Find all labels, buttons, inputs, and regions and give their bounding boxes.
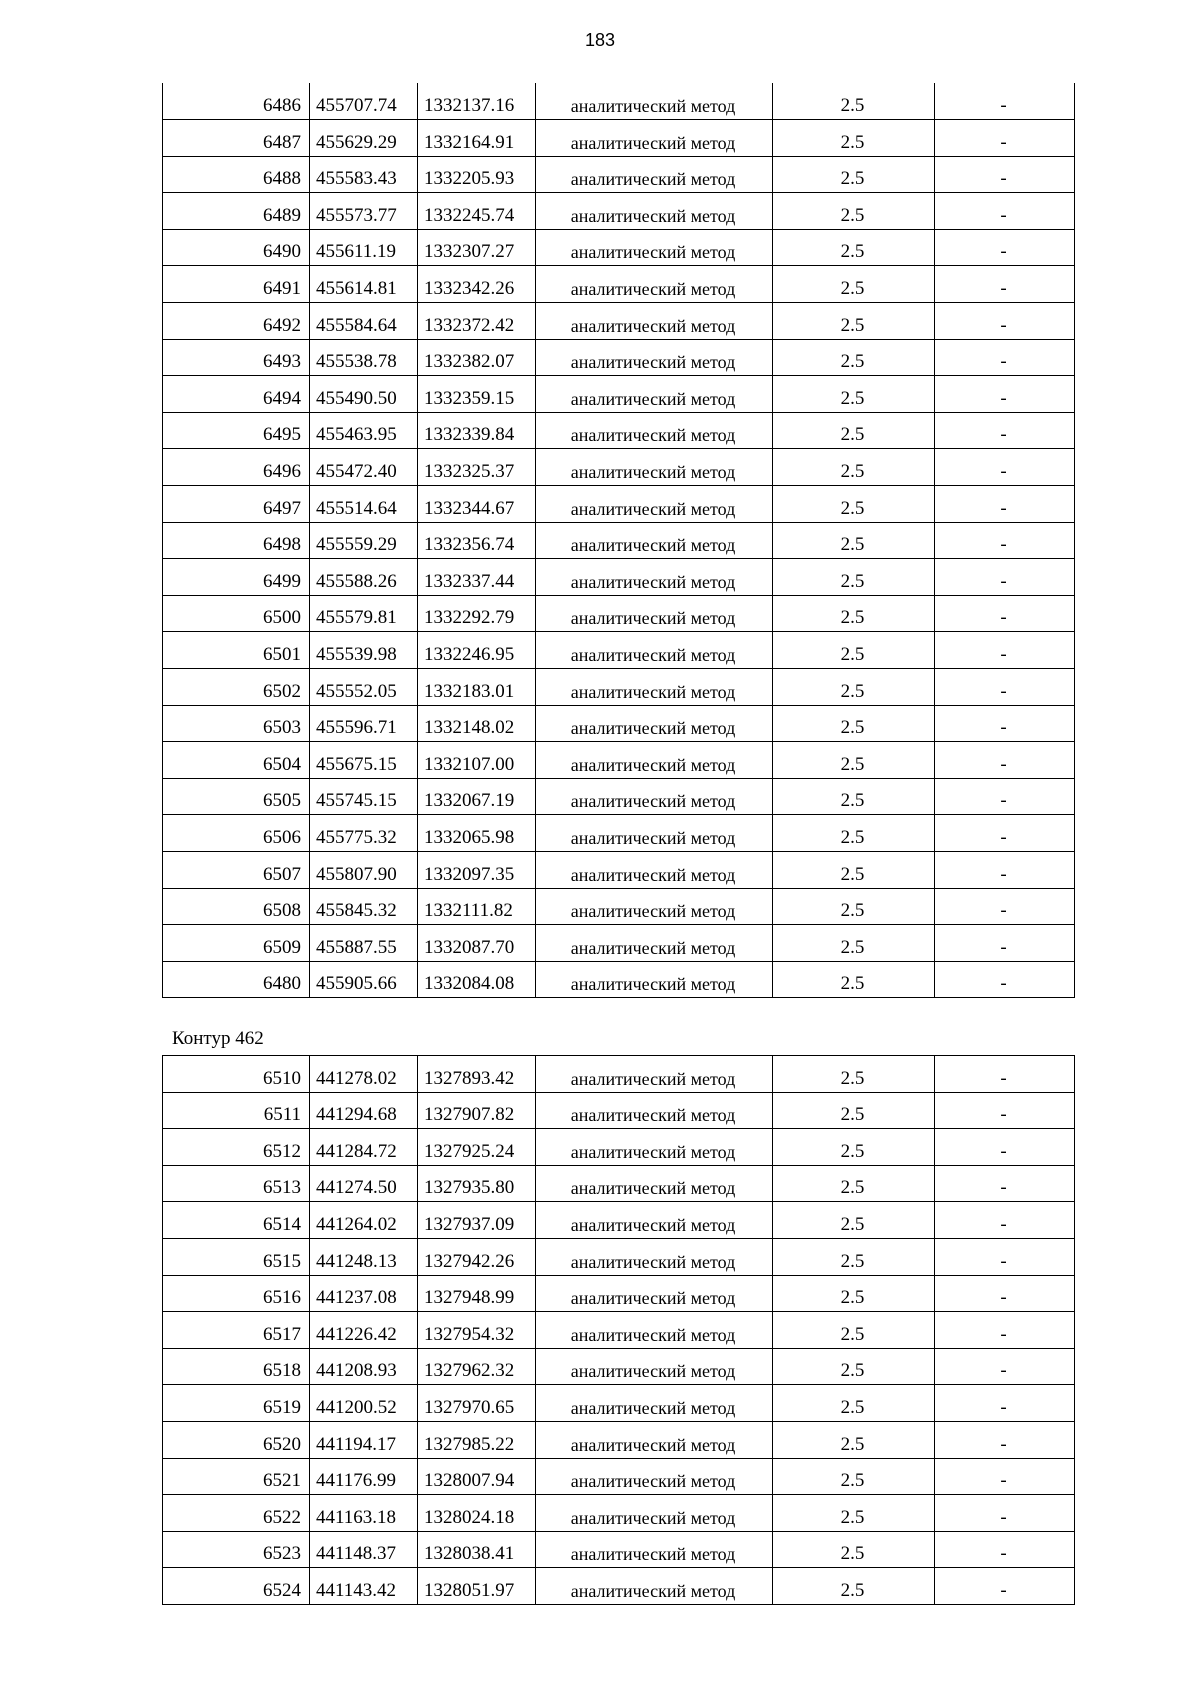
point-number-cell: 6492 bbox=[163, 303, 310, 340]
accuracy-cell: 2.5 bbox=[773, 1458, 935, 1495]
y-coordinate-cell: 1332183.01 bbox=[418, 669, 536, 706]
table-row bbox=[163, 1531, 1075, 1568]
table-row bbox=[163, 632, 1075, 669]
point-number-cell: 6497 bbox=[163, 486, 310, 523]
table-row bbox=[163, 486, 1075, 523]
method-cell: аналитический метод bbox=[536, 193, 773, 230]
note-cell: - bbox=[935, 1129, 1075, 1166]
y-coordinate-cell: 1328051.97 bbox=[418, 1568, 536, 1605]
accuracy-cell: 2.5 bbox=[773, 888, 935, 925]
table-row bbox=[163, 1568, 1075, 1605]
note-cell: - bbox=[935, 1275, 1075, 1312]
note-cell: - bbox=[935, 888, 1075, 925]
y-coordinate-cell: 1332342.26 bbox=[418, 266, 536, 303]
note-cell: - bbox=[935, 815, 1075, 852]
table-row bbox=[163, 1238, 1075, 1275]
table-row bbox=[163, 412, 1075, 449]
accuracy-cell: 2.5 bbox=[773, 1568, 935, 1605]
accuracy-cell: 2.5 bbox=[773, 559, 935, 596]
accuracy-cell: 2.5 bbox=[773, 156, 935, 193]
x-coordinate-cell: 441274.50 bbox=[310, 1165, 418, 1202]
method-cell: аналитический метод bbox=[536, 1238, 773, 1275]
point-number-cell: 6498 bbox=[163, 522, 310, 559]
method-cell: аналитический метод bbox=[536, 1531, 773, 1568]
note-cell: - bbox=[935, 1495, 1075, 1532]
x-coordinate-cell: 455583.43 bbox=[310, 156, 418, 193]
table-row bbox=[163, 595, 1075, 632]
point-number-cell: 6511 bbox=[163, 1092, 310, 1129]
point-number-cell: 6507 bbox=[163, 851, 310, 888]
accuracy-cell: 2.5 bbox=[773, 193, 935, 230]
method-cell: аналитический метод bbox=[536, 120, 773, 157]
point-number-cell: 6480 bbox=[163, 961, 310, 998]
x-coordinate-cell: 455905.66 bbox=[310, 961, 418, 998]
accuracy-cell: 2.5 bbox=[773, 376, 935, 413]
method-cell: аналитический метод bbox=[536, 1495, 773, 1532]
table-row bbox=[163, 559, 1075, 596]
note-cell: - bbox=[935, 1458, 1075, 1495]
note-cell: - bbox=[935, 1531, 1075, 1568]
accuracy-cell: 2.5 bbox=[773, 1275, 935, 1312]
note-cell: - bbox=[935, 449, 1075, 486]
accuracy-cell: 2.5 bbox=[773, 412, 935, 449]
table-row bbox=[163, 522, 1075, 559]
y-coordinate-cell: 1327985.22 bbox=[418, 1421, 536, 1458]
y-coordinate-cell: 1327925.24 bbox=[418, 1129, 536, 1166]
x-coordinate-cell: 441284.72 bbox=[310, 1129, 418, 1166]
method-cell: аналитический метод bbox=[536, 1312, 773, 1349]
note-cell: - bbox=[935, 522, 1075, 559]
point-number-cell: 6518 bbox=[163, 1348, 310, 1385]
method-cell: аналитический метод bbox=[536, 376, 773, 413]
accuracy-cell: 2.5 bbox=[773, 1165, 935, 1202]
y-coordinate-cell: 1332246.95 bbox=[418, 632, 536, 669]
table-row bbox=[163, 1348, 1075, 1385]
method-cell: аналитический метод bbox=[536, 1275, 773, 1312]
table-row bbox=[163, 1202, 1075, 1239]
accuracy-cell: 2.5 bbox=[773, 1348, 935, 1385]
method-cell: аналитический метод bbox=[536, 412, 773, 449]
note-cell: - bbox=[935, 669, 1075, 706]
note-cell: - bbox=[935, 778, 1075, 815]
point-number-cell: 6502 bbox=[163, 669, 310, 706]
y-coordinate-cell: 1332339.84 bbox=[418, 412, 536, 449]
x-coordinate-cell: 441226.42 bbox=[310, 1312, 418, 1349]
x-coordinate-cell: 441194.17 bbox=[310, 1421, 418, 1458]
y-coordinate-cell: 1332097.35 bbox=[418, 851, 536, 888]
x-coordinate-cell: 441200.52 bbox=[310, 1385, 418, 1422]
method-cell: аналитический метод bbox=[536, 1458, 773, 1495]
point-number-cell: 6501 bbox=[163, 632, 310, 669]
accuracy-cell: 2.5 bbox=[773, 595, 935, 632]
note-cell: - bbox=[935, 83, 1075, 120]
contour-label: Контур 462 bbox=[172, 1028, 264, 1049]
accuracy-cell: 2.5 bbox=[773, 339, 935, 376]
note-cell: - bbox=[935, 632, 1075, 669]
accuracy-cell: 2.5 bbox=[773, 229, 935, 266]
coordinates-table-2-body bbox=[163, 1056, 1075, 1605]
note-cell: - bbox=[935, 925, 1075, 962]
table-row bbox=[163, 1495, 1075, 1532]
point-number-cell: 6506 bbox=[163, 815, 310, 852]
point-number-cell: 6524 bbox=[163, 1568, 310, 1605]
table-row bbox=[163, 266, 1075, 303]
note-cell: - bbox=[935, 559, 1075, 596]
method-cell: аналитический метод bbox=[536, 1348, 773, 1385]
point-number-cell: 6499 bbox=[163, 559, 310, 596]
y-coordinate-cell: 1332325.37 bbox=[418, 449, 536, 486]
table-row bbox=[163, 1385, 1075, 1422]
table-row bbox=[163, 229, 1075, 266]
x-coordinate-cell: 455629.29 bbox=[310, 120, 418, 157]
method-cell: аналитический метод bbox=[536, 742, 773, 779]
note-cell: - bbox=[935, 303, 1075, 340]
y-coordinate-cell: 1327935.80 bbox=[418, 1165, 536, 1202]
note-cell: - bbox=[935, 742, 1075, 779]
coordinates-table-1 bbox=[162, 83, 1075, 998]
accuracy-cell: 2.5 bbox=[773, 1129, 935, 1166]
method-cell: аналитический метод bbox=[536, 815, 773, 852]
note-cell: - bbox=[935, 1568, 1075, 1605]
method-cell: аналитический метод bbox=[536, 156, 773, 193]
point-number-cell: 6500 bbox=[163, 595, 310, 632]
note-cell: - bbox=[935, 156, 1075, 193]
note-cell: - bbox=[935, 1312, 1075, 1349]
point-number-cell: 6512 bbox=[163, 1129, 310, 1166]
point-number-cell: 6515 bbox=[163, 1238, 310, 1275]
page-number: 183 bbox=[584, 30, 616, 50]
y-coordinate-cell: 1332148.02 bbox=[418, 705, 536, 742]
x-coordinate-cell: 441278.02 bbox=[310, 1056, 418, 1093]
point-number-cell: 6488 bbox=[163, 156, 310, 193]
method-cell: аналитический метод bbox=[536, 632, 773, 669]
note-cell: - bbox=[935, 1348, 1075, 1385]
accuracy-cell: 2.5 bbox=[773, 120, 935, 157]
accuracy-cell: 2.5 bbox=[773, 486, 935, 523]
x-coordinate-cell: 441294.68 bbox=[310, 1092, 418, 1129]
x-coordinate-cell: 455490.50 bbox=[310, 376, 418, 413]
method-cell: аналитический метод bbox=[536, 1129, 773, 1166]
accuracy-cell: 2.5 bbox=[773, 632, 935, 669]
accuracy-cell: 2.5 bbox=[773, 1495, 935, 1532]
y-coordinate-cell: 1327970.65 bbox=[418, 1385, 536, 1422]
method-cell: аналитический метод bbox=[536, 266, 773, 303]
x-coordinate-cell: 441208.93 bbox=[310, 1348, 418, 1385]
coordinates-table-1-body bbox=[163, 83, 1075, 998]
table-row bbox=[163, 193, 1075, 230]
table-row bbox=[163, 1458, 1075, 1495]
x-coordinate-cell: 455775.32 bbox=[310, 815, 418, 852]
x-coordinate-cell: 455596.71 bbox=[310, 705, 418, 742]
point-number-cell: 6519 bbox=[163, 1385, 310, 1422]
y-coordinate-cell: 1328038.41 bbox=[418, 1531, 536, 1568]
method-cell: аналитический метод bbox=[536, 851, 773, 888]
x-coordinate-cell: 455584.64 bbox=[310, 303, 418, 340]
y-coordinate-cell: 1332307.27 bbox=[418, 229, 536, 266]
accuracy-cell: 2.5 bbox=[773, 925, 935, 962]
table-row bbox=[163, 83, 1075, 120]
y-coordinate-cell: 1332137.16 bbox=[418, 83, 536, 120]
x-coordinate-cell: 455845.32 bbox=[310, 888, 418, 925]
y-coordinate-cell: 1327893.42 bbox=[418, 1056, 536, 1093]
table-row bbox=[163, 303, 1075, 340]
method-cell: аналитический метод bbox=[536, 1568, 773, 1605]
y-coordinate-cell: 1332337.44 bbox=[418, 559, 536, 596]
x-coordinate-cell: 455745.15 bbox=[310, 778, 418, 815]
method-cell: аналитический метод bbox=[536, 961, 773, 998]
method-cell: аналитический метод bbox=[536, 888, 773, 925]
point-number-cell: 6505 bbox=[163, 778, 310, 815]
y-coordinate-cell: 1328024.18 bbox=[418, 1495, 536, 1532]
x-coordinate-cell: 441176.99 bbox=[310, 1458, 418, 1495]
table-row bbox=[163, 1092, 1075, 1129]
accuracy-cell: 2.5 bbox=[773, 1385, 935, 1422]
note-cell: - bbox=[935, 266, 1075, 303]
x-coordinate-cell: 441264.02 bbox=[310, 1202, 418, 1239]
y-coordinate-cell: 1332245.74 bbox=[418, 193, 536, 230]
x-coordinate-cell: 455514.64 bbox=[310, 486, 418, 523]
note-cell: - bbox=[935, 595, 1075, 632]
method-cell: аналитический метод bbox=[536, 705, 773, 742]
table-row bbox=[163, 120, 1075, 157]
x-coordinate-cell: 455552.05 bbox=[310, 669, 418, 706]
method-cell: аналитический метод bbox=[536, 669, 773, 706]
x-coordinate-cell: 455463.95 bbox=[310, 412, 418, 449]
y-coordinate-cell: 1332087.70 bbox=[418, 925, 536, 962]
y-coordinate-cell: 1332065.98 bbox=[418, 815, 536, 852]
table-row bbox=[163, 851, 1075, 888]
point-number-cell: 6493 bbox=[163, 339, 310, 376]
method-cell: аналитический метод bbox=[536, 522, 773, 559]
method-cell: аналитический метод bbox=[536, 449, 773, 486]
point-number-cell: 6490 bbox=[163, 229, 310, 266]
table-row bbox=[163, 1056, 1075, 1093]
y-coordinate-cell: 1332107.00 bbox=[418, 742, 536, 779]
method-cell: аналитический метод bbox=[536, 1056, 773, 1093]
accuracy-cell: 2.5 bbox=[773, 1056, 935, 1093]
accuracy-cell: 2.5 bbox=[773, 266, 935, 303]
point-number-cell: 6520 bbox=[163, 1421, 310, 1458]
x-coordinate-cell: 455807.90 bbox=[310, 851, 418, 888]
x-coordinate-cell: 455472.40 bbox=[310, 449, 418, 486]
y-coordinate-cell: 1327942.26 bbox=[418, 1238, 536, 1275]
note-cell: - bbox=[935, 412, 1075, 449]
point-number-cell: 6496 bbox=[163, 449, 310, 486]
table-row bbox=[163, 1275, 1075, 1312]
table-row bbox=[163, 742, 1075, 779]
x-coordinate-cell: 455675.15 bbox=[310, 742, 418, 779]
accuracy-cell: 2.5 bbox=[773, 851, 935, 888]
y-coordinate-cell: 1327962.32 bbox=[418, 1348, 536, 1385]
table-row bbox=[163, 815, 1075, 852]
note-cell: - bbox=[935, 1238, 1075, 1275]
note-cell: - bbox=[935, 376, 1075, 413]
point-number-cell: 6521 bbox=[163, 1458, 310, 1495]
point-number-cell: 6503 bbox=[163, 705, 310, 742]
accuracy-cell: 2.5 bbox=[773, 1092, 935, 1129]
table-row bbox=[163, 961, 1075, 998]
table-row bbox=[163, 156, 1075, 193]
note-cell: - bbox=[935, 1056, 1075, 1093]
accuracy-cell: 2.5 bbox=[773, 1238, 935, 1275]
accuracy-cell: 2.5 bbox=[773, 522, 935, 559]
point-number-cell: 6509 bbox=[163, 925, 310, 962]
point-number-cell: 6495 bbox=[163, 412, 310, 449]
note-cell: - bbox=[935, 229, 1075, 266]
accuracy-cell: 2.5 bbox=[773, 1531, 935, 1568]
method-cell: аналитический метод bbox=[536, 1092, 773, 1129]
method-cell: аналитический метод bbox=[536, 778, 773, 815]
accuracy-cell: 2.5 bbox=[773, 83, 935, 120]
y-coordinate-cell: 1332382.07 bbox=[418, 339, 536, 376]
table-row bbox=[163, 1421, 1075, 1458]
note-cell: - bbox=[935, 1202, 1075, 1239]
note-cell: - bbox=[935, 193, 1075, 230]
y-coordinate-cell: 1327907.82 bbox=[418, 1092, 536, 1129]
method-cell: аналитический метод bbox=[536, 1421, 773, 1458]
point-number-cell: 6491 bbox=[163, 266, 310, 303]
x-coordinate-cell: 455579.81 bbox=[310, 595, 418, 632]
y-coordinate-cell: 1328007.94 bbox=[418, 1458, 536, 1495]
table-row bbox=[163, 1312, 1075, 1349]
note-cell: - bbox=[935, 1421, 1075, 1458]
point-number-cell: 6522 bbox=[163, 1495, 310, 1532]
x-coordinate-cell: 455559.29 bbox=[310, 522, 418, 559]
point-number-cell: 6517 bbox=[163, 1312, 310, 1349]
method-cell: аналитический метод bbox=[536, 486, 773, 523]
x-coordinate-cell: 441148.37 bbox=[310, 1531, 418, 1568]
accuracy-cell: 2.5 bbox=[773, 815, 935, 852]
point-number-cell: 6486 bbox=[163, 83, 310, 120]
point-number-cell: 6513 bbox=[163, 1165, 310, 1202]
y-coordinate-cell: 1332344.67 bbox=[418, 486, 536, 523]
method-cell: аналитический метод bbox=[536, 1165, 773, 1202]
accuracy-cell: 2.5 bbox=[773, 961, 935, 998]
method-cell: аналитический метод bbox=[536, 83, 773, 120]
point-number-cell: 6489 bbox=[163, 193, 310, 230]
y-coordinate-cell: 1332111.82 bbox=[418, 888, 536, 925]
point-number-cell: 6514 bbox=[163, 1202, 310, 1239]
point-number-cell: 6523 bbox=[163, 1531, 310, 1568]
note-cell: - bbox=[935, 1385, 1075, 1422]
accuracy-cell: 2.5 bbox=[773, 778, 935, 815]
point-number-cell: 6508 bbox=[163, 888, 310, 925]
x-coordinate-cell: 455887.55 bbox=[310, 925, 418, 962]
table-row bbox=[163, 888, 1075, 925]
y-coordinate-cell: 1327937.09 bbox=[418, 1202, 536, 1239]
x-coordinate-cell: 441237.08 bbox=[310, 1275, 418, 1312]
x-coordinate-cell: 455573.77 bbox=[310, 193, 418, 230]
accuracy-cell: 2.5 bbox=[773, 742, 935, 779]
coordinates-table-2 bbox=[162, 1055, 1075, 1605]
table-row bbox=[163, 1129, 1075, 1166]
x-coordinate-cell: 455707.74 bbox=[310, 83, 418, 120]
method-cell: аналитический метод bbox=[536, 1385, 773, 1422]
note-cell: - bbox=[935, 705, 1075, 742]
y-coordinate-cell: 1332164.91 bbox=[418, 120, 536, 157]
x-coordinate-cell: 455611.19 bbox=[310, 229, 418, 266]
note-cell: - bbox=[935, 961, 1075, 998]
y-coordinate-cell: 1332359.15 bbox=[418, 376, 536, 413]
y-coordinate-cell: 1332067.19 bbox=[418, 778, 536, 815]
method-cell: аналитический метод bbox=[536, 339, 773, 376]
method-cell: аналитический метод bbox=[536, 559, 773, 596]
point-number-cell: 6516 bbox=[163, 1275, 310, 1312]
y-coordinate-cell: 1327948.99 bbox=[418, 1275, 536, 1312]
point-number-cell: 6510 bbox=[163, 1056, 310, 1093]
table-row bbox=[163, 925, 1075, 962]
note-cell: - bbox=[935, 120, 1075, 157]
accuracy-cell: 2.5 bbox=[773, 1421, 935, 1458]
x-coordinate-cell: 441248.13 bbox=[310, 1238, 418, 1275]
accuracy-cell: 2.5 bbox=[773, 705, 935, 742]
x-coordinate-cell: 455539.98 bbox=[310, 632, 418, 669]
table-row bbox=[163, 669, 1075, 706]
accuracy-cell: 2.5 bbox=[773, 1202, 935, 1239]
method-cell: аналитический метод bbox=[536, 303, 773, 340]
method-cell: аналитический метод bbox=[536, 925, 773, 962]
accuracy-cell: 2.5 bbox=[773, 303, 935, 340]
y-coordinate-cell: 1332372.42 bbox=[418, 303, 536, 340]
x-coordinate-cell: 455614.81 bbox=[310, 266, 418, 303]
y-coordinate-cell: 1332292.79 bbox=[418, 595, 536, 632]
table-row bbox=[163, 1165, 1075, 1202]
note-cell: - bbox=[935, 1165, 1075, 1202]
point-number-cell: 6487 bbox=[163, 120, 310, 157]
table-row bbox=[163, 449, 1075, 486]
y-coordinate-cell: 1327954.32 bbox=[418, 1312, 536, 1349]
point-number-cell: 6494 bbox=[163, 376, 310, 413]
note-cell: - bbox=[935, 1092, 1075, 1129]
y-coordinate-cell: 1332356.74 bbox=[418, 522, 536, 559]
y-coordinate-cell: 1332084.08 bbox=[418, 961, 536, 998]
note-cell: - bbox=[935, 851, 1075, 888]
table-row bbox=[163, 705, 1075, 742]
x-coordinate-cell: 441143.42 bbox=[310, 1568, 418, 1605]
accuracy-cell: 2.5 bbox=[773, 1312, 935, 1349]
table-row bbox=[163, 339, 1075, 376]
point-number-cell: 6504 bbox=[163, 742, 310, 779]
table-row bbox=[163, 376, 1075, 413]
x-coordinate-cell: 441163.18 bbox=[310, 1495, 418, 1532]
note-cell: - bbox=[935, 339, 1075, 376]
method-cell: аналитический метод bbox=[536, 595, 773, 632]
y-coordinate-cell: 1332205.93 bbox=[418, 156, 536, 193]
x-coordinate-cell: 455538.78 bbox=[310, 339, 418, 376]
method-cell: аналитический метод bbox=[536, 1202, 773, 1239]
accuracy-cell: 2.5 bbox=[773, 669, 935, 706]
note-cell: - bbox=[935, 486, 1075, 523]
method-cell: аналитический метод bbox=[536, 229, 773, 266]
table-row bbox=[163, 778, 1075, 815]
accuracy-cell: 2.5 bbox=[773, 449, 935, 486]
x-coordinate-cell: 455588.26 bbox=[310, 559, 418, 596]
